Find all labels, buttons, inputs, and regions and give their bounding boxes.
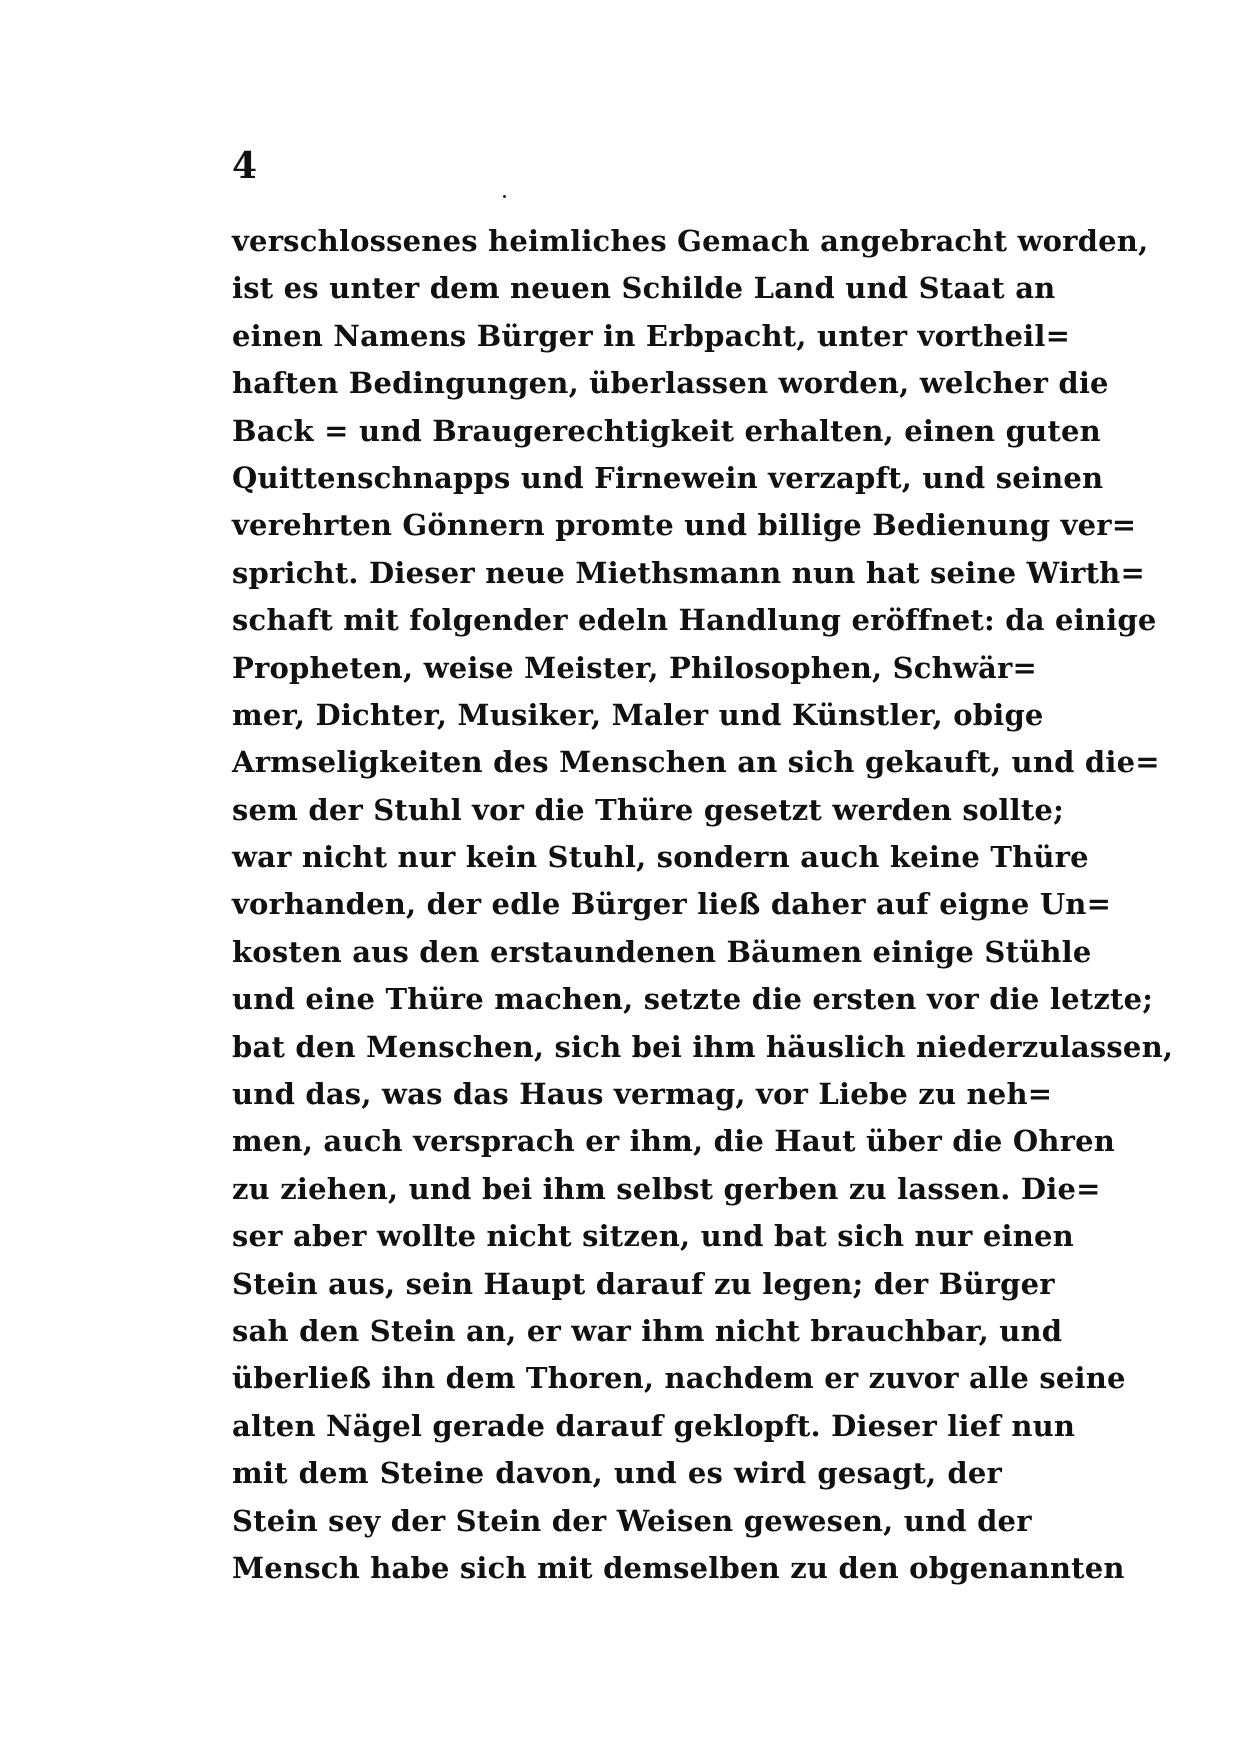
text-line: Stein sey der Stein der Weisen gewesen, und der xyxy=(232,1503,1032,1538)
text-line: Back = und Braugerechtigkeit erhalten, einen guten xyxy=(232,413,1101,448)
text-line: verehrten Gönnern promte und billige Bedienung ver= xyxy=(232,508,1137,543)
text-line: sah den Stein an, er war ihm nicht brauchbar, und xyxy=(232,1313,1063,1348)
text-line: ist es unter dem neuen Schilde Land und Staat an xyxy=(232,271,1056,306)
text-line: mit dem Steine davon, und es wird gesagt, der xyxy=(232,1456,1002,1491)
text-line: spricht. Dieser neue Miethsmann nun hat seine Wirth= xyxy=(232,555,1145,590)
text-line: ser aber wollte nicht sitzen, und bat sich nur einen xyxy=(232,1219,1074,1254)
text-line: zu ziehen, und bei ihm selbst gerben zu lassen. Die= xyxy=(232,1171,1101,1206)
text-line: mer, Dichter, Musiker, Maler und Künstler, obige xyxy=(232,697,1044,732)
text-line: verschlossenes heimliches Gemach angebracht worden, xyxy=(232,224,1149,258)
text-line: und eine Thüre machen, setzte die ersten vor die letzte; xyxy=(232,982,1154,1017)
text-line: einen Namens Bürger in Erbpacht, unter vortheil= xyxy=(232,318,1071,353)
text-line: Armseligkeiten des Menschen an sich gekauft, und die= xyxy=(232,745,1160,780)
text-line: Quittenschnapps und Firnewein verzapft, und seinen xyxy=(232,460,1104,495)
text-line: vorhanden, der edle Bürger ließ daher auf eigne Un= xyxy=(232,887,1112,922)
text-line: men, auch versprach er ihm, die Haut über die Ohren xyxy=(232,1124,1116,1159)
text-line: bat den Menschen, sich bei ihm häuslich niederzulassen, xyxy=(232,1029,1174,1064)
text-line: und das, was das Haus vermag, vor Liebe zu neh= xyxy=(232,1077,1053,1112)
body-text xyxy=(232,218,1174,1592)
print-speck xyxy=(503,195,506,198)
page-number: 4 xyxy=(232,145,258,187)
text-line: Propheten, weise Meister, Philosophen, Schwär= xyxy=(232,650,1038,685)
text-line: alten Nägel gerade darauf geklopft. Dieser lief nun xyxy=(232,1408,1076,1443)
text-line: Mensch habe sich mit demselben zu den obgenannten xyxy=(232,1550,1125,1585)
text-line: überließ ihn dem Thoren, nachdem er zuvor alle seine xyxy=(232,1361,1126,1396)
text-line: haften Bedingungen, überlassen worden, welcher die xyxy=(232,366,1109,401)
text-line: sem der Stuhl vor die Thüre gesetzt werden sollte; xyxy=(232,792,1064,827)
text-line: Stein aus, sein Haupt darauf zu legen; der Bürger xyxy=(232,1266,1055,1301)
text-line: schaft mit folgender edeln Handlung eröffnet: da einige xyxy=(232,603,1157,638)
text-line: kosten aus den erstaundenen Bäumen einige Stühle xyxy=(232,934,1092,969)
text-line: war nicht nur kein Stuhl, sondern auch keine Thüre xyxy=(232,840,1089,875)
